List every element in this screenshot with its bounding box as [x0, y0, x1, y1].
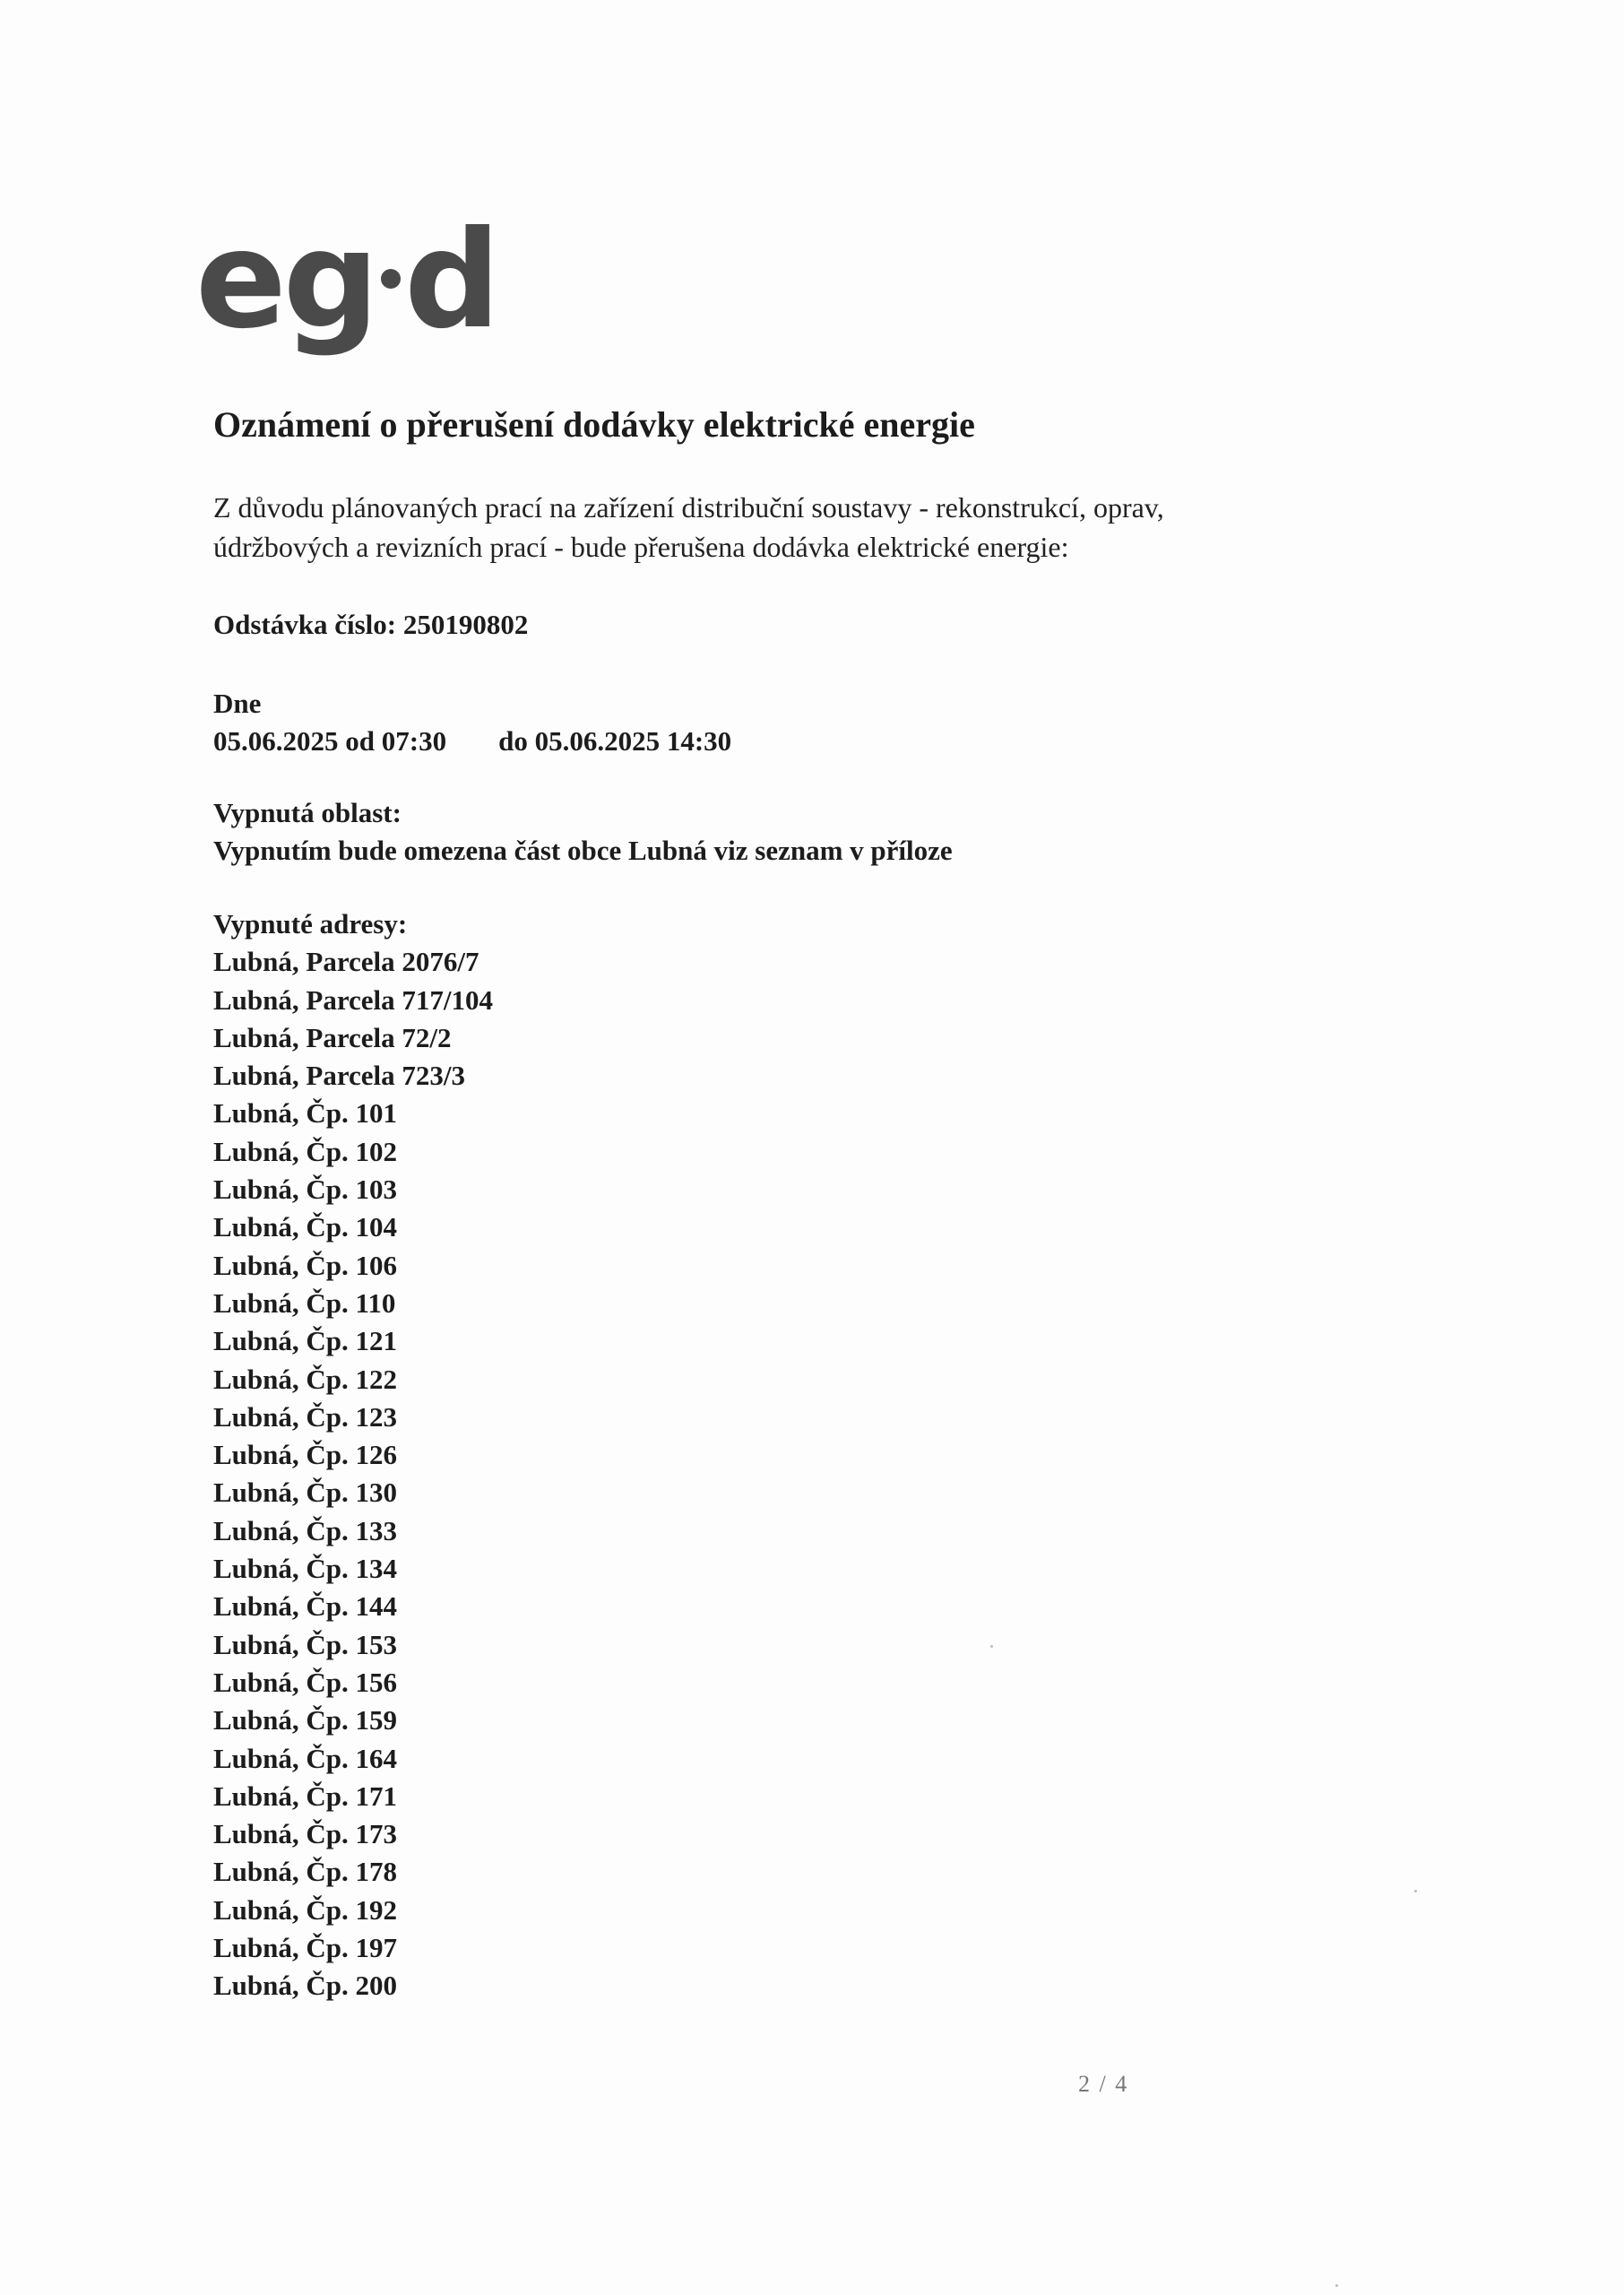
affected-area [213, 794, 953, 870]
address-item: Lubná, Parcela 717/104 [213, 983, 494, 1016]
address-item: Lubná, Čp. 133 [213, 1514, 398, 1546]
address-item: Lubná, Parcela 2076/7 [213, 946, 479, 978]
address-item: Lubná, Čp. 110 [213, 1286, 396, 1319]
scan-speck [1414, 1890, 1417, 1892]
address-item: Lubná, Čp. 171 [213, 1780, 398, 1812]
address-item: Lubná, Čp. 103 [213, 1173, 398, 1206]
scan-speck [1335, 2284, 1338, 2287]
scan-speck [990, 1645, 993, 1648]
address-item: Lubná, Čp. 197 [213, 1932, 398, 1964]
address-item: Lubná, Čp. 130 [213, 1477, 398, 1509]
intro-line-2: údržbových a revizních prací - bude přerušena dodávka elektrické energie: [213, 531, 1069, 563]
address-item: Lubná, Čp. 122 [213, 1363, 398, 1395]
address-item: Lubná, Čp. 200 [213, 1970, 398, 2002]
address-item: Lubná, Čp. 192 [213, 1893, 398, 1926]
address-list [213, 943, 493, 2005]
address-item: Lubná, Čp. 178 [213, 1856, 398, 1888]
address-item: Lubná, Čp. 106 [213, 1249, 398, 1281]
intro-paragraph [213, 488, 1343, 567]
date-from: 05.06.2025 od 07:30 [213, 725, 447, 757]
addresses-label: Vypnuté adresy: [213, 908, 408, 940]
address-item: Lubná, Čp. 123 [213, 1400, 398, 1433]
address-item: Lubná, Čp. 159 [213, 1704, 398, 1736]
address-item: Lubná, Čp. 104 [213, 1211, 398, 1243]
document-title: Oznámení o přerušení dodávky elektrické energie [213, 404, 975, 445]
day-label: Dne [213, 688, 262, 719]
page-number: 2 / 4 [1078, 2071, 1129, 2097]
address-item: Lubná, Čp. 102 [213, 1135, 398, 1167]
address-item: Lubná, Parcela 72/2 [213, 1021, 452, 1053]
logo-text-left: eg [195, 203, 376, 359]
shutdown-number: Odstávka číslo: 250190802 [213, 609, 529, 640]
address-item: Lubná, Čp. 134 [213, 1553, 398, 1585]
affected-addresses [213, 905, 493, 2005]
address-item: Lubná, Čp. 121 [213, 1325, 398, 1357]
logo-dot-icon [381, 269, 401, 289]
area-label: Vypnutá oblast: [213, 797, 402, 828]
address-item: Lubná, Parcela 723/3 [213, 1060, 466, 1092]
address-item: Lubná, Čp. 164 [213, 1742, 398, 1774]
shutdown-dates [213, 685, 731, 760]
egd-logo [195, 203, 497, 359]
intro-line-1: Z důvodu plánovaných prací na zařízení distribuční soustavy - rekonstrukcí, oprav, [213, 491, 1164, 524]
logo-text-right: d [404, 203, 497, 359]
date-to: do 05.06.2025 14:30 [498, 725, 732, 757]
area-value: Vypnutím bude omezena část obce Lubná viz seznam v příloze [213, 835, 953, 866]
address-item: Lubná, Čp. 156 [213, 1666, 398, 1698]
address-item: Lubná, Čp. 144 [213, 1590, 398, 1623]
address-item: Lubná, Čp. 101 [213, 1097, 398, 1130]
date-range [213, 723, 731, 760]
address-item: Lubná, Čp. 153 [213, 1628, 398, 1660]
address-item: Lubná, Čp. 126 [213, 1439, 398, 1471]
address-item: Lubná, Čp. 173 [213, 1818, 398, 1850]
